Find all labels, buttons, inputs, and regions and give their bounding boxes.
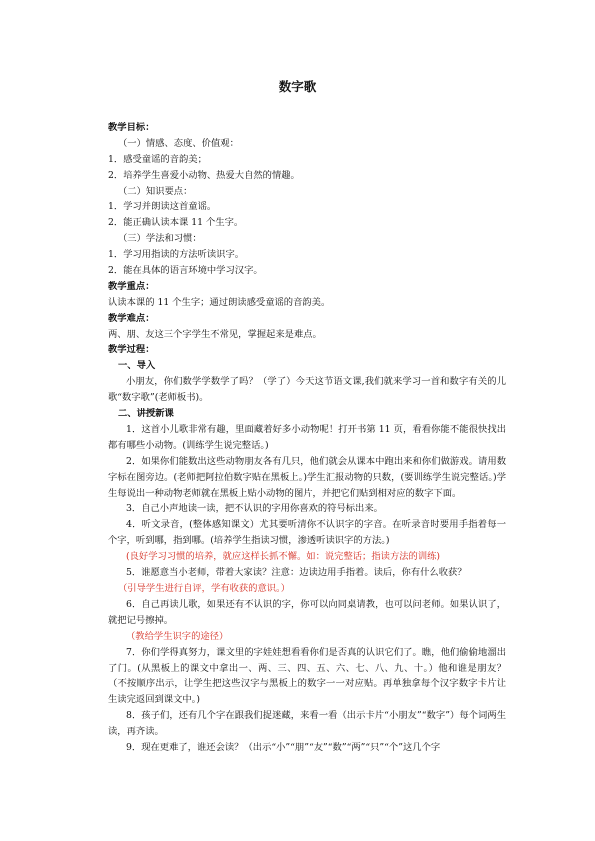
objective-sub1: （一）情感、态度、价值观： bbox=[118, 137, 239, 149]
paragraph-step-2: 2．如果你们能数出这些动物朋友各有几只，他们就会从课本中跑出来和你们做游戏。请用数字标在图旁边。(老师把阿拉伯数字贴在黑板上。)学生汇报动物的只数，(要训练学生说完整话。)学生每说出一种动物老师就在黑板上贴小动物的图片，并把它们贴到相对应的数字下面。 bbox=[108, 455, 506, 499]
note-step-6: （教给学生识字的途径） bbox=[126, 630, 229, 642]
process-heading: 教学过程： bbox=[108, 344, 155, 356]
objective-sub2: （二）知识要点： bbox=[118, 185, 193, 197]
paragraph-step-4: 4．听文录音，(整体感知课文）尤其要听清你不认识字的字音。在听录音时要用手指着每一个字，听到哪，指到哪。(培养学生指读习惯，渗透听读识字的方法。) bbox=[108, 519, 506, 547]
paragraph-intro: 小朋友，你们数学学数学了吗？（学了）今天这节语文课,我们就来学习一首和数字有关的儿歌“数字歌”(老师板书)。 bbox=[108, 376, 506, 404]
paragraph-step-7: 7．你们学得真努力，课文里的字娃娃想看看你们是否真的认识它们了。瞧，他们偷偷地溜出了门。(从黑板上的课文中拿出一、两、三、四、五、六、七、八、九、十。）他和谁是朋友？（不按顺序出示，让学生把这些汉字与黑板上的数字一一对应贴。再单独拿每个汉字数字卡片让生读完返回到课文中。) bbox=[108, 646, 506, 706]
note-step-4: (良好学习习惯的培养，就应这样长抓不懈。如：说完整话；指读方法的训练) bbox=[126, 551, 441, 563]
section-heading-new-lesson: 二、讲授新课 bbox=[118, 408, 174, 420]
document-body bbox=[108, 120, 506, 756]
list-item: 2．能在具体的语言环境中学习汉字。 bbox=[108, 265, 263, 277]
section-heading-intro: 一、导入 bbox=[118, 360, 156, 372]
paragraph-step-5: 5．谁愿意当小老师，带着大家读？注意：边读边用手指着。读后，你有什么收获？ bbox=[126, 567, 467, 579]
paragraph-step-6: 6．自己再读儿歌，如果还有不认识的字，你可以向同桌请教，也可以问老师。如果认识了，就把记号擦掉。 bbox=[108, 598, 506, 626]
note-step-5: （引导学生进行自评，学有收获的意识。） bbox=[118, 583, 290, 594]
paragraph-step-3: 3．自己小声地读一读，把不认识的字用你喜欢的符号标出来。 bbox=[126, 503, 383, 515]
difficulty-heading: 教学难点： bbox=[108, 312, 155, 324]
list-item: 2．能正确认读本课 11 个生字。 bbox=[108, 217, 244, 229]
paragraph-step-8: 8．孩子们，还有几个字在跟我们捉迷藏，来看一看（出示卡片“小朋友”“数字”）每个词两生读，再齐读。 bbox=[108, 710, 506, 738]
list-item: 1．感受童谣的音韵美； bbox=[108, 153, 207, 165]
paragraph-step-9: 9．现在更难了，谁还会读？（出示“小”“朋”“友”“数”“两”“只”“个”这几个字 bbox=[126, 742, 441, 754]
key-points-text: 认读本课的 11 个生字；通过朗读感受童谣的音韵美。 bbox=[108, 296, 331, 308]
difficulty-text: 两、朋、友这三个字学生不常见，掌握起来是难点。 bbox=[108, 328, 322, 340]
page-title: 数字歌 bbox=[278, 79, 317, 94]
objectives-heading: 教学目标： bbox=[108, 122, 155, 133]
objective-sub3: （三）学法和习惯： bbox=[118, 233, 202, 245]
list-item: 1．学习用指读的方法听读识字。 bbox=[108, 249, 245, 261]
key-points-heading: 教学重点： bbox=[108, 280, 155, 292]
list-item: 2．培养学生喜爱小动物、热爱大自然的情趣。 bbox=[108, 169, 300, 181]
paragraph-step-1: 1．这首小儿歌非常有趣，里面藏着好多小动物呢！打开书第 11 页，看看你能不能很快找出都有哪些小动物。(训练学生说完整话。) bbox=[108, 423, 506, 451]
list-item: 1．学习并朗读这首童谣。 bbox=[108, 201, 217, 213]
